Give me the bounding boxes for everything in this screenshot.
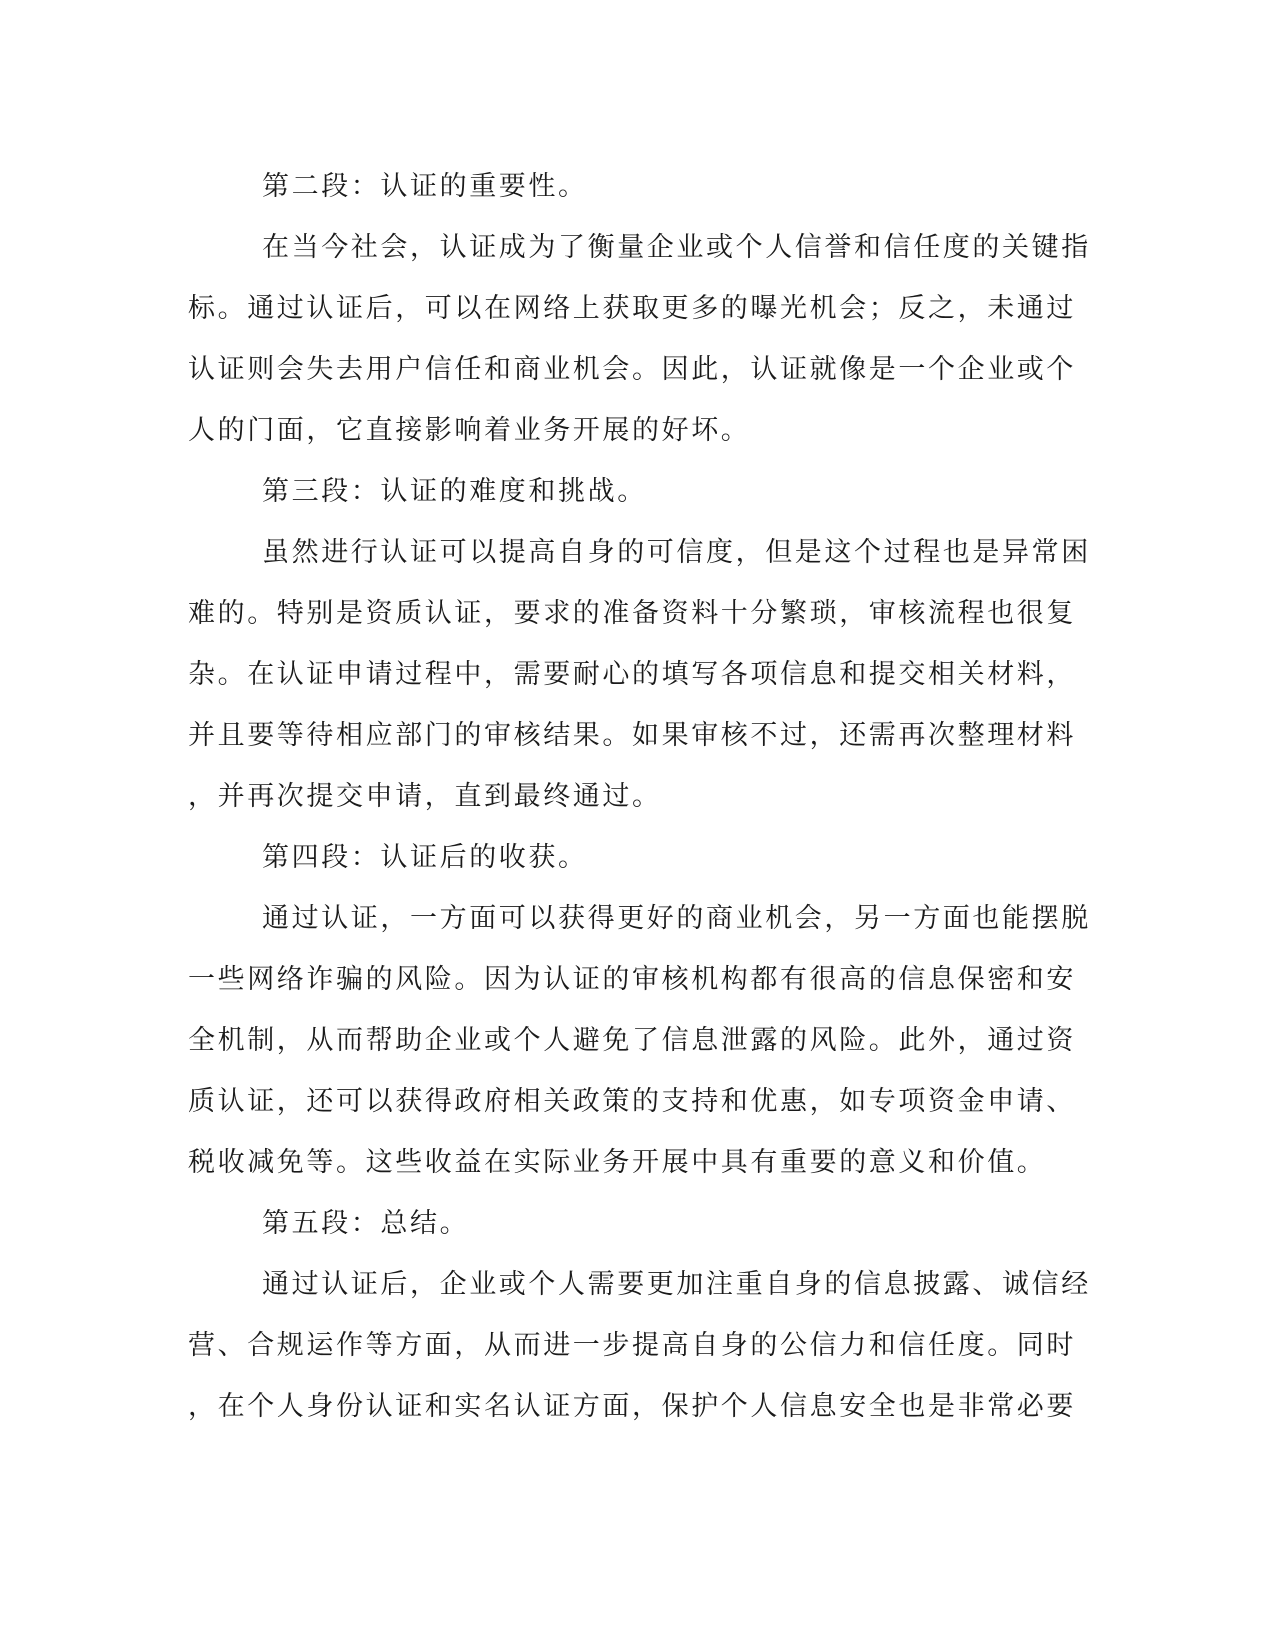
paragraph-line: 通过认证后，企业或个人需要更加注重自身的信息披露、诚信经 (262, 1269, 1091, 1300)
paragraph-line: 一些网络诈骗的风险。因为认证的审核机构都有很高的信息保密和安 (188, 964, 1076, 995)
heading-section-5: 第五段：总结。 (262, 1208, 470, 1239)
paragraph-line: 杂。在认证申请过程中，需要耐心的填写各项信息和提交相关材料， (188, 659, 1076, 690)
heading-section-4: 第四段：认证后的收获。 (262, 842, 588, 873)
paragraph-line: 人的门面，它直接影响着业务开展的好坏。 (188, 415, 751, 446)
paragraph-line: 通过认证，一方面可以获得更好的商业机会，另一方面也能摆脱 (262, 903, 1091, 934)
paragraph-line: 标。通过认证后，可以在网络上获取更多的曝光机会；反之，未通过 (188, 293, 1076, 324)
paragraph-line: 全机制，从而帮助企业或个人避免了信息泄露的风险。此外，通过资 (188, 1025, 1076, 1056)
paragraph-line: ，并再次提交申请，直到最终通过。 (188, 781, 662, 812)
heading-section-2: 第二段：认证的重要性。 (262, 171, 588, 202)
paragraph-line: 质认证，还可以获得政府相关政策的支持和优惠，如专项资金申请、 (188, 1086, 1076, 1117)
paragraph-line: 虽然进行认证可以提高自身的可信度，但是这个过程也是异常困 (262, 537, 1091, 568)
paragraph-line: ，在个人身份认证和实名认证方面，保护个人信息安全也是非常必要 (188, 1391, 1076, 1422)
paragraph-line: 并且要等待相应部门的审核结果。如果审核不过，还需再次整理材料 (188, 720, 1076, 751)
paragraph-line: 难的。特别是资质认证，要求的准备资料十分繁琐，审核流程也很复 (188, 598, 1076, 629)
paragraph-line: 认证则会失去用户信任和商业机会。因此，认证就像是一个企业或个 (188, 354, 1076, 385)
document-body (188, 156, 1091, 1437)
paragraph-line: 营、合规运作等方面，从而进一步提高自身的公信力和信任度。同时 (188, 1330, 1076, 1361)
heading-section-3: 第三段：认证的难度和挑战。 (262, 476, 647, 507)
paragraph-line: 在当今社会，认证成为了衡量企业或个人信誉和信任度的关键指 (262, 232, 1091, 263)
paragraph-line: 税收减免等。这些收益在实际业务开展中具有重要的意义和价值。 (188, 1147, 1047, 1178)
